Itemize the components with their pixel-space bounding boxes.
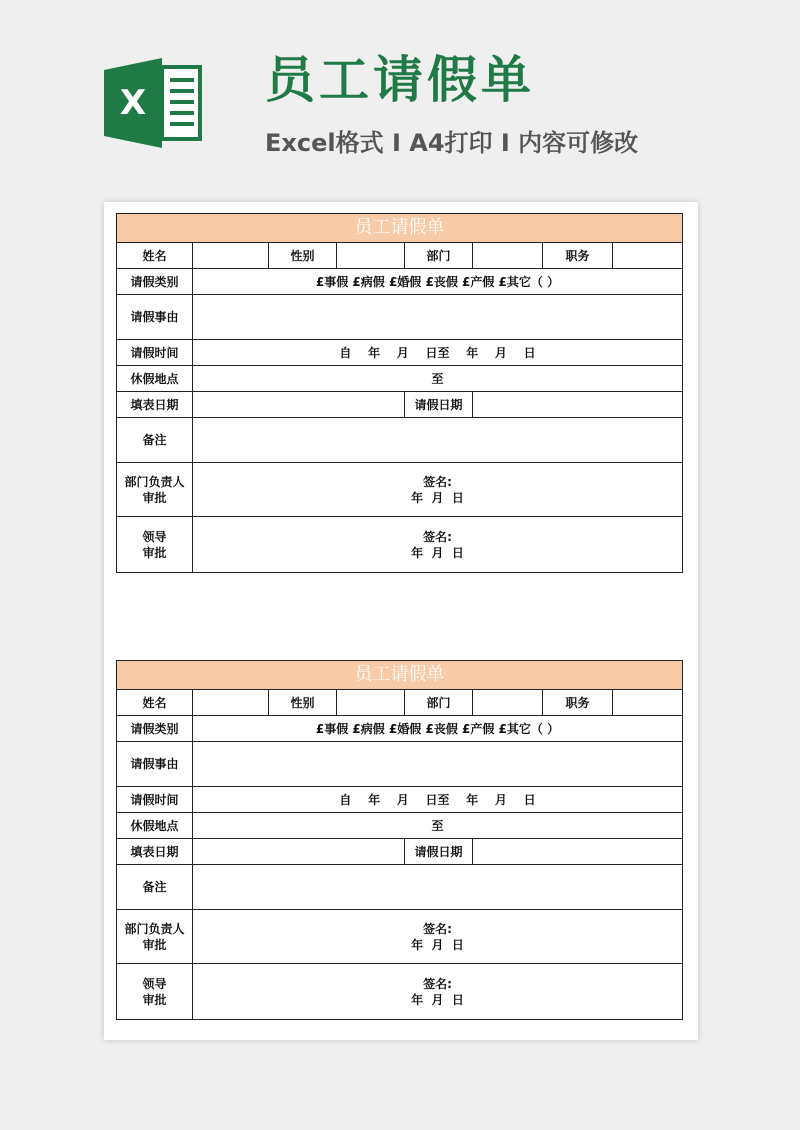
- excel-logo-icon: [104, 58, 204, 148]
- label-time: 请假时间: [117, 340, 193, 366]
- field-name[interactable]: [193, 243, 269, 269]
- page-header: [0, 0, 800, 200]
- form-title: 员工请假单: [117, 661, 683, 690]
- date-placeholder: 年 月 日: [411, 490, 464, 505]
- logo-letter: X: [119, 83, 147, 123]
- field-location[interactable]: 至: [193, 366, 683, 392]
- label-position: 职务: [543, 690, 613, 716]
- label-fill-date: 填表日期: [117, 839, 193, 865]
- field-reason[interactable]: [193, 742, 683, 787]
- sign-label: 签名:: [423, 921, 452, 936]
- label-remarks: 备注: [117, 865, 193, 910]
- field-leave-date[interactable]: [473, 392, 683, 418]
- field-leave-date[interactable]: [473, 839, 683, 865]
- field-leader-approval[interactable]: [193, 517, 683, 573]
- label-remarks: 备注: [117, 418, 193, 463]
- field-remarks[interactable]: [193, 865, 683, 910]
- label-fill-date: 填表日期: [117, 392, 193, 418]
- label-leader-line1: 领导: [142, 529, 167, 544]
- label-leave-type: 请假类别: [117, 269, 193, 295]
- field-location[interactable]: 至: [193, 813, 683, 839]
- form-title: 员工请假单: [117, 214, 683, 243]
- field-gender[interactable]: [337, 243, 405, 269]
- field-gender[interactable]: [337, 690, 405, 716]
- page-title: 员工请假单: [265, 51, 535, 109]
- field-fill-date[interactable]: [193, 839, 405, 865]
- label-dept-head-line1: 部门负责人: [124, 474, 185, 489]
- label-dept-head-line2: 审批: [142, 937, 167, 952]
- sign-label: 签名:: [423, 976, 452, 991]
- label-leader-line2: 审批: [142, 992, 167, 1007]
- field-position[interactable]: [613, 690, 683, 716]
- sign-label: 签名:: [423, 529, 452, 544]
- label-name: 姓名: [117, 690, 193, 716]
- date-placeholder: 年 月 日: [411, 992, 464, 1007]
- label-leader-approval: [117, 964, 193, 1020]
- field-department[interactable]: [473, 690, 543, 716]
- label-gender: 性别: [269, 243, 337, 269]
- label-reason: 请假事由: [117, 742, 193, 787]
- field-leave-type-options[interactable]: £事假 £病假 £婚假 £丧假 £产假 £其它（ ）: [193, 269, 683, 295]
- label-leave-date: 请假日期: [405, 839, 473, 865]
- leave-form-1: [116, 213, 682, 573]
- label-name: 姓名: [117, 243, 193, 269]
- field-position[interactable]: [613, 243, 683, 269]
- label-dept-head-approval: [117, 463, 193, 517]
- document-paper: [104, 202, 698, 1040]
- label-dept-head-line1: 部门负责人: [124, 921, 185, 936]
- leave-form-table: [116, 660, 683, 1020]
- field-time[interactable]: 自 年 月 日至 年 月 日: [193, 787, 683, 813]
- date-placeholder: 年 月 日: [411, 937, 464, 952]
- field-reason[interactable]: [193, 295, 683, 340]
- label-position: 职务: [543, 243, 613, 269]
- label-location: 休假地点: [117, 366, 193, 392]
- label-gender: 性别: [269, 690, 337, 716]
- label-department: 部门: [405, 243, 473, 269]
- label-dept-head-approval: [117, 910, 193, 964]
- page-subtitle: Excel格式 I A4打印 I 内容可修改: [265, 129, 639, 157]
- label-leave-type: 请假类别: [117, 716, 193, 742]
- label-department: 部门: [405, 690, 473, 716]
- label-location: 休假地点: [117, 813, 193, 839]
- field-dept-head-approval[interactable]: [193, 910, 683, 964]
- field-fill-date[interactable]: [193, 392, 405, 418]
- field-time[interactable]: 自 年 月 日至 年 月 日: [193, 340, 683, 366]
- field-leader-approval[interactable]: [193, 964, 683, 1020]
- label-leader-approval: [117, 517, 193, 573]
- label-leader-line2: 审批: [142, 545, 167, 560]
- field-department[interactable]: [473, 243, 543, 269]
- label-dept-head-line2: 审批: [142, 490, 167, 505]
- label-leader-line1: 领导: [142, 976, 167, 991]
- label-time: 请假时间: [117, 787, 193, 813]
- field-name[interactable]: [193, 690, 269, 716]
- label-leave-date: 请假日期: [405, 392, 473, 418]
- leave-form-table: [116, 213, 683, 573]
- field-dept-head-approval[interactable]: [193, 463, 683, 517]
- field-remarks[interactable]: [193, 418, 683, 463]
- date-placeholder: 年 月 日: [411, 545, 464, 560]
- leave-form-2: [116, 660, 682, 1020]
- sign-label: 签名:: [423, 474, 452, 489]
- label-reason: 请假事由: [117, 295, 193, 340]
- field-leave-type-options[interactable]: £事假 £病假 £婚假 £丧假 £产假 £其它（ ）: [193, 716, 683, 742]
